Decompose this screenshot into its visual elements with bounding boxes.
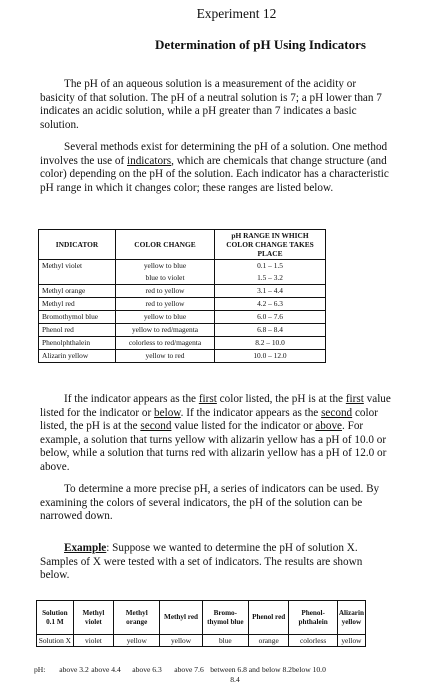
example-paragraph — [40, 542, 393, 583]
header-solution: Solution 0.1 M — [37, 601, 74, 635]
indicator-name: Methyl violet — [39, 260, 116, 273]
ph-inference: between 6.8 and 8.4 — [210, 665, 260, 684]
ph-range: 10.0 – 12.0 — [215, 350, 326, 363]
table-row — [39, 272, 326, 285]
header-methyl-red: Methyl red — [160, 601, 202, 635]
table-row — [39, 260, 326, 273]
result-cell: colorless — [289, 635, 337, 647]
color-change: yellow to blue — [116, 311, 215, 324]
color-change: red to yellow — [116, 298, 215, 311]
ph-range: 0.1 – 1.5 — [215, 260, 326, 273]
explain-text: value listed for the indicator or — [40, 393, 391, 419]
color-change: colorless to red/magenta — [116, 337, 215, 350]
explanation-paragraph — [40, 393, 393, 475]
intro-p2-after: , which are chemicals that change structure (and color) depending on the pH of the solution. Each indicator has a characteristic pH range in which it changes color; these ranges are listed below. — [40, 154, 389, 194]
result-cell: violet — [73, 635, 113, 647]
indicators-term: indicators — [127, 154, 172, 167]
precision-paragraph — [40, 483, 393, 524]
example-results-table — [36, 600, 366, 647]
page-title: Determination of pH Using Indicators — [155, 37, 366, 52]
ph-inference: above 4.4 — [91, 665, 121, 674]
header-phenolphthalein: Phenol-phthalein — [289, 601, 337, 635]
ph-range: 6.8 – 8.4 — [215, 324, 326, 337]
header-ph-range: pH RANGE IN WHICH COLOR CHANGE TAKES PLACE — [215, 230, 326, 260]
intro-paragraph-1 — [40, 78, 393, 132]
ph-inference: below 8.2 — [262, 665, 292, 674]
indicator-name: Alizarin yellow — [39, 350, 116, 363]
indicator-table — [38, 229, 326, 363]
table-row — [37, 635, 366, 647]
indicator-name: Methyl red — [39, 298, 116, 311]
ph-label: pH: — [34, 665, 46, 674]
table-row — [39, 298, 326, 311]
explain-text: value listed for the indicator or — [171, 420, 316, 433]
indicator-name: Methyl orange — [39, 285, 116, 298]
ph-inference: above 7.6 — [174, 665, 204, 674]
header-bromothymol-blue: Bromo-thymol blue — [202, 601, 248, 635]
ph-range: 8.2 – 10.0 — [215, 337, 326, 350]
precision-text: To determine a more precise pH, a series of indicators can be used. By examining the colors of several indicators, the pH of the solution can be narrowed down. — [40, 483, 380, 523]
experiment-number: Experiment 12 — [196, 6, 277, 21]
indicator-name: Bromothymol blue — [39, 311, 116, 324]
header-methyl-violet: Methyl violet — [73, 601, 113, 635]
explain-text: color listed, the pH is at the — [216, 393, 346, 405]
result-cell: orange — [248, 635, 288, 647]
header-phenol-red: Phenol red — [248, 601, 288, 635]
ph-range: 6.0 – 7.6 — [215, 311, 326, 324]
term-below: below — [154, 406, 181, 419]
term-second: second — [321, 406, 353, 419]
explain-text: . If the indicator appears as the — [180, 406, 322, 419]
term-first: first — [198, 393, 217, 405]
example-text: : Suppose we wanted to determine the pH of solution X. Samples of X were tested with a set of indicators. The results are shown below. — [40, 542, 363, 582]
header-indicator: INDICATOR — [39, 230, 116, 260]
ph-inference: above 6.3 — [132, 665, 162, 674]
result-cell: yellow — [160, 635, 202, 647]
ph-range: 3.1 – 4.4 — [215, 285, 326, 298]
ph-range: 4.2 – 6.3 — [215, 298, 326, 311]
header-color-change: COLOR CHANGE — [116, 230, 215, 260]
color-change: yellow to blue — [116, 260, 215, 273]
intro-paragraph-2 — [40, 141, 393, 195]
table-row — [39, 285, 326, 298]
result-cell: blue — [202, 635, 248, 647]
explain-text: . For example, a solution that turns yellow with alizarin yellow has a pH of 10.0 or below, while a solution that turns red with alizarin yellow has a pH of 12.0 or above. — [40, 420, 387, 473]
color-change: red to yellow — [116, 285, 215, 298]
result-cell: yellow — [114, 635, 160, 647]
table-row — [39, 311, 326, 324]
explain-text: color listed, the pH is at the — [40, 406, 378, 433]
example-label: Example — [64, 542, 107, 554]
table-row — [39, 337, 326, 350]
intro-p1-text: The pH of an aqueous solution is a measurement of the acidity or basicity of that solution. The pH of a neutral solution is 7; a pH lower than 7 indicates an acidic solution, while a pH greater than 7 indicates a basic solution. — [40, 78, 382, 131]
ph-range: 1.5 – 3.2 — [215, 272, 326, 285]
result-cell: yellow — [337, 635, 365, 647]
indicator-name: Phenol red — [39, 324, 116, 337]
header-methyl-orange: Methyl orange — [114, 601, 160, 635]
explain-text: If the indicator appears as the — [64, 393, 199, 405]
term-second: second — [140, 420, 172, 433]
ph-inference: below 10.0 — [292, 665, 326, 674]
ph-inference: above 3.2 — [59, 665, 89, 674]
table-row — [39, 350, 326, 363]
color-change: yellow to red — [116, 350, 215, 363]
term-first: first — [345, 393, 364, 405]
indicator-name: Phenolphthalein — [39, 337, 116, 350]
intro-p2-before: Several methods exist for determining the pH of a solution. One method involves the use of — [40, 141, 388, 167]
header-alizarin-yellow: Alizarin yellow — [337, 601, 365, 635]
term-above: above — [315, 420, 343, 433]
color-change: blue to violet — [116, 272, 215, 285]
color-change: yellow to red/magenta — [116, 324, 215, 337]
solution-name: Solution X — [37, 635, 74, 647]
indicator-name — [39, 272, 116, 285]
table-row — [39, 324, 326, 337]
